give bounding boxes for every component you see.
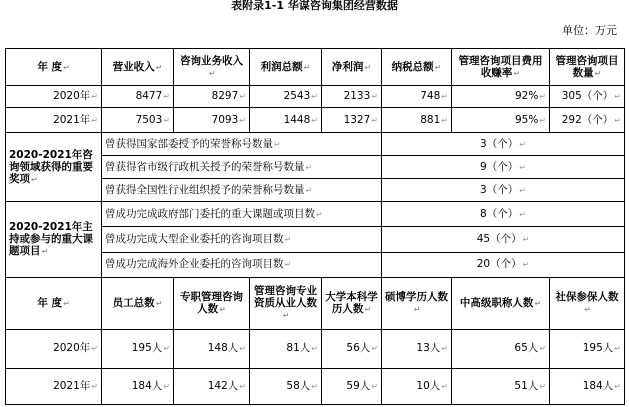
cell-mark-icon: ↵ xyxy=(282,310,290,320)
year-cell: 2020年↵ xyxy=(6,329,102,368)
cell-mark-icon: ↵ xyxy=(303,62,311,72)
table-row xyxy=(6,86,625,108)
operating-data-table xyxy=(5,48,625,405)
cell-mark-icon: ↵ xyxy=(163,92,170,102)
cell-mark-icon: ↵ xyxy=(519,209,526,219)
total-profit-cell: 1448↵ xyxy=(250,108,322,133)
cell-mark-icon: ↵ xyxy=(155,298,163,308)
cell-mark-icon: ↵ xyxy=(239,344,246,354)
honors-section-label: 2020-2021年咨询领域获得的重要奖项↵ xyxy=(6,133,102,202)
year-cell: 2021年↵ xyxy=(6,368,102,404)
net-profit-cell: 1327↵ xyxy=(322,108,382,133)
cell-mark-icon: ↵ xyxy=(31,174,38,184)
projects-section-label: 2020-2021年主持或参与的重大课题项目↵ xyxy=(6,202,102,277)
total-tax-cell: 881↵ xyxy=(382,108,452,133)
table-row xyxy=(6,108,625,133)
honor-value: 3（个）↵ xyxy=(382,133,625,156)
cell-mark-icon: ↵ xyxy=(441,92,448,102)
honor-desc: 曾获得国家部委授予的荣誉称号数量↵ xyxy=(102,133,382,156)
header-insured-count: 社保参保人数↵ xyxy=(550,277,625,329)
project-desc: 曾成功完成政府部门委托的重大课题或项目数↵ xyxy=(102,202,382,227)
net-profit-cell: 2133↵ xyxy=(322,86,382,108)
fee-rate-cell: 95%↵ xyxy=(452,108,550,133)
cell-mark-icon: ↵ xyxy=(539,92,546,102)
header-fee-collection-rate: 管理咨询项目费用收赚率↵ xyxy=(452,49,550,86)
cell-mark-icon: ↵ xyxy=(239,92,246,102)
cell-mark-icon: ↵ xyxy=(371,381,378,391)
cell-mark-icon: ↵ xyxy=(41,246,49,256)
revenue-cell: 7503↵ xyxy=(102,108,174,133)
insured-count-cell: 195人↵ xyxy=(550,329,625,368)
cell-mark-icon: ↵ xyxy=(614,381,621,391)
cell-mark-icon: ↵ xyxy=(441,115,448,125)
cell-mark-icon: ↵ xyxy=(62,298,70,308)
titled-count-cell: 65人↵ xyxy=(452,329,550,368)
total-profit-cell: 2543↵ xyxy=(250,86,322,108)
cell-mark-icon: ↵ xyxy=(284,234,292,244)
header-total-tax: 纳税总额↵ xyxy=(382,49,452,86)
postgraduate-count-cell: 13人↵ xyxy=(382,329,452,368)
staff-header-row xyxy=(6,277,625,329)
cell-mark-icon: ↵ xyxy=(534,298,542,308)
cell-mark-icon: ↵ xyxy=(311,115,318,125)
project-desc: 曾成功完成海外企业委托的咨询项目数↵ xyxy=(102,252,382,277)
cell-mark-icon: ↵ xyxy=(219,304,226,314)
cell-mark-icon: ↵ xyxy=(522,260,530,270)
cell-mark-icon: ↵ xyxy=(316,209,323,219)
cell-mark-icon: ↵ xyxy=(519,162,526,172)
table-row xyxy=(6,133,625,156)
insured-count-cell: 184人↵ xyxy=(550,368,625,404)
project-count-cell: 305（个）↵ xyxy=(550,86,625,108)
cell-mark-icon: ↵ xyxy=(91,92,98,102)
table-row xyxy=(6,329,625,368)
cell-mark-icon: ↵ xyxy=(274,139,281,149)
honor-desc: 曾获得省市级行政机关授予的荣誉称号数量↵ xyxy=(102,156,382,179)
cell-mark-icon: ↵ xyxy=(539,344,546,354)
header-postgraduate-count: 硕博学历人数↵ xyxy=(382,277,452,329)
cell-mark-icon: ↵ xyxy=(614,115,621,125)
cell-mark-icon: ↵ xyxy=(62,62,70,72)
bachelor-count-cell: 59人↵ xyxy=(322,368,382,404)
cell-mark-icon: ↵ xyxy=(519,139,526,149)
fee-rate-cell: 92%↵ xyxy=(452,86,550,108)
cell-mark-icon: ↵ xyxy=(539,115,546,125)
cell-mark-icon: ↵ xyxy=(284,260,292,270)
bachelor-count-cell: 56人↵ xyxy=(322,329,382,368)
cell-mark-icon: ↵ xyxy=(371,344,378,354)
total-tax-cell: 748↵ xyxy=(382,86,452,108)
header-total-staff: 员工总数↵ xyxy=(102,277,174,329)
cell-mark-icon: ↵ xyxy=(371,115,378,125)
cell-mark-icon: ↵ xyxy=(434,62,442,72)
header-fulltime-consultants: 专职管理咨询人数↵ xyxy=(174,277,250,329)
header-year: 年 度↵ xyxy=(6,49,102,86)
cell-mark-icon: ↵ xyxy=(163,344,170,354)
table-row xyxy=(6,202,625,227)
cell-mark-icon: ↵ xyxy=(239,381,246,391)
header-consulting-revenue: 咨询业务收入↵ xyxy=(174,49,250,86)
unit-label: 单位：万元 xyxy=(562,24,617,37)
cell-mark-icon: ↵ xyxy=(208,68,216,78)
project-value: 45（个）↵ xyxy=(382,227,625,252)
finance-header-row xyxy=(6,49,625,86)
header-project-count: 管理咨询项目数量↵ xyxy=(550,49,625,86)
cell-mark-icon: ↵ xyxy=(364,62,372,72)
project-value: 8（个）↵ xyxy=(382,202,625,227)
header-total-profit: 利润总额↵ xyxy=(250,49,322,86)
cell-mark-icon: ↵ xyxy=(614,92,621,102)
cell-mark-icon: ↵ xyxy=(371,92,378,102)
header-revenue: 营业收入↵ xyxy=(102,49,174,86)
cell-mark-icon: ↵ xyxy=(91,381,98,391)
cell-mark-icon: ↵ xyxy=(522,234,530,244)
header-certified-practitioners: 管理咨询专业资质从业人数↵ xyxy=(250,277,322,329)
header-year: 年 度↵ xyxy=(6,277,102,329)
project-count-cell: 292（个）↵ xyxy=(550,108,625,133)
cell-mark-icon: ↵ xyxy=(594,68,602,78)
cell-mark-icon: ↵ xyxy=(311,344,318,354)
cell-mark-icon: ↵ xyxy=(155,62,163,72)
cell-mark-icon: ↵ xyxy=(513,68,521,78)
table-title: 表附录1-1 华谋咨询集团经营数据 xyxy=(231,0,398,12)
consulting-revenue-cell: 7093↵ xyxy=(174,108,250,133)
total-staff-cell: 195人↵ xyxy=(102,329,174,368)
total-staff-cell: 184人↵ xyxy=(102,368,174,404)
cell-mark-icon: ↵ xyxy=(311,92,318,102)
certified-practitioners-cell: 58人↵ xyxy=(250,368,322,404)
honor-desc: 曾获得全国性行业组织授予的荣誉称号数量↵ xyxy=(102,179,382,202)
cell-mark-icon: ↵ xyxy=(584,304,591,314)
header-titled-count: 中高级职称人数↵ xyxy=(452,277,550,329)
cell-mark-icon: ↵ xyxy=(305,162,313,172)
consulting-revenue-cell: 8297↵ xyxy=(174,86,250,108)
fulltime-consultants-cell: 142人↵ xyxy=(174,368,250,404)
postgraduate-count-cell: 10人↵ xyxy=(382,368,452,404)
certified-practitioners-cell: 81人↵ xyxy=(250,329,322,368)
honor-value: 3（个）↵ xyxy=(382,179,625,202)
project-desc: 曾成功完成大型企业委托的咨询项目数↵ xyxy=(102,227,382,252)
cell-mark-icon: ↵ xyxy=(305,185,313,195)
cell-mark-icon: ↵ xyxy=(614,344,621,354)
cell-mark-icon: ↵ xyxy=(441,344,448,354)
cell-mark-icon: ↵ xyxy=(519,185,526,195)
honor-value: 9（个）↵ xyxy=(382,156,625,179)
cell-mark-icon: ↵ xyxy=(413,304,421,314)
header-net-profit: 净利润↵ xyxy=(322,49,382,86)
header-bachelor-count: 大学本科学历人数↵ xyxy=(322,277,382,329)
cell-mark-icon: ↵ xyxy=(163,381,170,391)
year-cell: 2020年↵ xyxy=(6,86,102,108)
cell-mark-icon: ↵ xyxy=(539,381,546,391)
year-cell: 2021年↵ xyxy=(6,108,102,133)
cell-mark-icon: ↵ xyxy=(91,115,98,125)
revenue-cell: 8477↵ xyxy=(102,86,174,108)
cell-mark-icon: ↵ xyxy=(311,381,318,391)
titled-count-cell: 51人↵ xyxy=(452,368,550,404)
fulltime-consultants-cell: 148人↵ xyxy=(174,329,250,368)
cell-mark-icon: ↵ xyxy=(239,115,246,125)
project-value: 20（个）↵ xyxy=(382,252,625,277)
cell-mark-icon: ↵ xyxy=(163,115,170,125)
cell-mark-icon: ↵ xyxy=(364,304,372,314)
cell-mark-icon: ↵ xyxy=(441,381,448,391)
cell-mark-icon: ↵ xyxy=(91,344,98,354)
table-row xyxy=(6,368,625,404)
